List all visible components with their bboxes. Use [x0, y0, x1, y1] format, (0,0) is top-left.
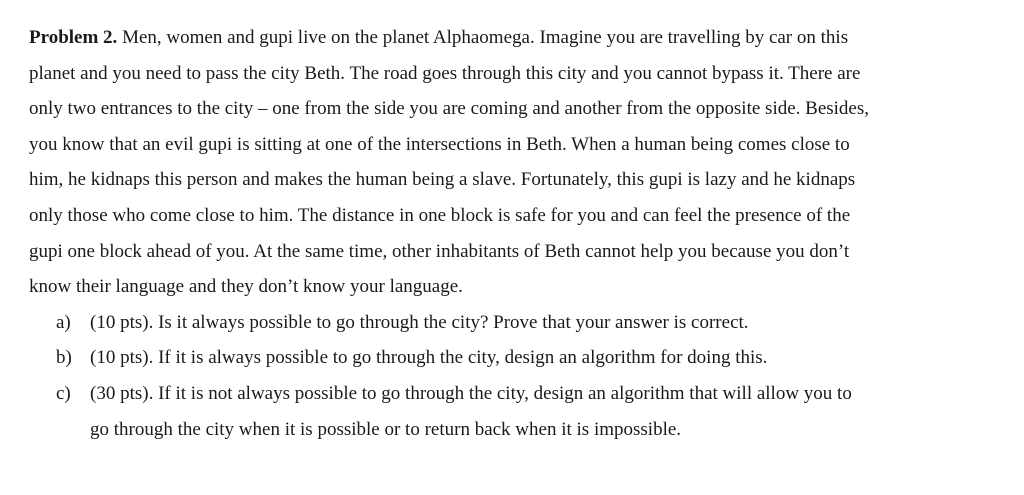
- subquestion-c: [29, 376, 879, 447]
- subquestion-marker: a): [56, 311, 71, 333]
- subquestion-a: [29, 305, 879, 341]
- problem-text: Men, women and gupi live on the planet Alphaomega. Imagine you are travelling by car on this planet and you need to pass the city Beth. The road goes through this city and you cannot bypass it. There are only two entrances to the city – one from the side you are coming and another from the opposite side. Besides, you know that an evil gupi is sitting at one of the intersections in Beth. When a human being comes close to him, he kidnaps this person and makes the human being a slave. Fortunately, this gupi is lazy and he kidnaps only those who come close to him. The distance in one block is safe for you and can feel the presence of the gupi one block ahead of you. At the same time, other inhabitants of Beth cannot help you because you don’t know their language and they don’t know your language.: [29, 27, 870, 298]
- document-page: [29, 20, 879, 447]
- subquestion-marker: c): [56, 382, 71, 404]
- subquestion-b: [29, 340, 879, 376]
- subquestion-marker: b): [56, 347, 72, 369]
- problem-statement: [29, 20, 879, 305]
- subquestion-list: [29, 305, 879, 447]
- subquestion-text: (30 pts). If it is not always possible to go through the city, design an algorithm that will allow you to go through the city when it is possible or to return back when it is impossible.: [90, 382, 852, 440]
- subquestion-text: (10 pts). If it is always possible to go through the city, design an algorithm for doing this.: [90, 347, 768, 369]
- problem-label: Problem 2.: [29, 27, 118, 48]
- subquestion-text: (10 pts). Is it always possible to go through the city? Prove that your answer is correct.: [90, 311, 749, 333]
